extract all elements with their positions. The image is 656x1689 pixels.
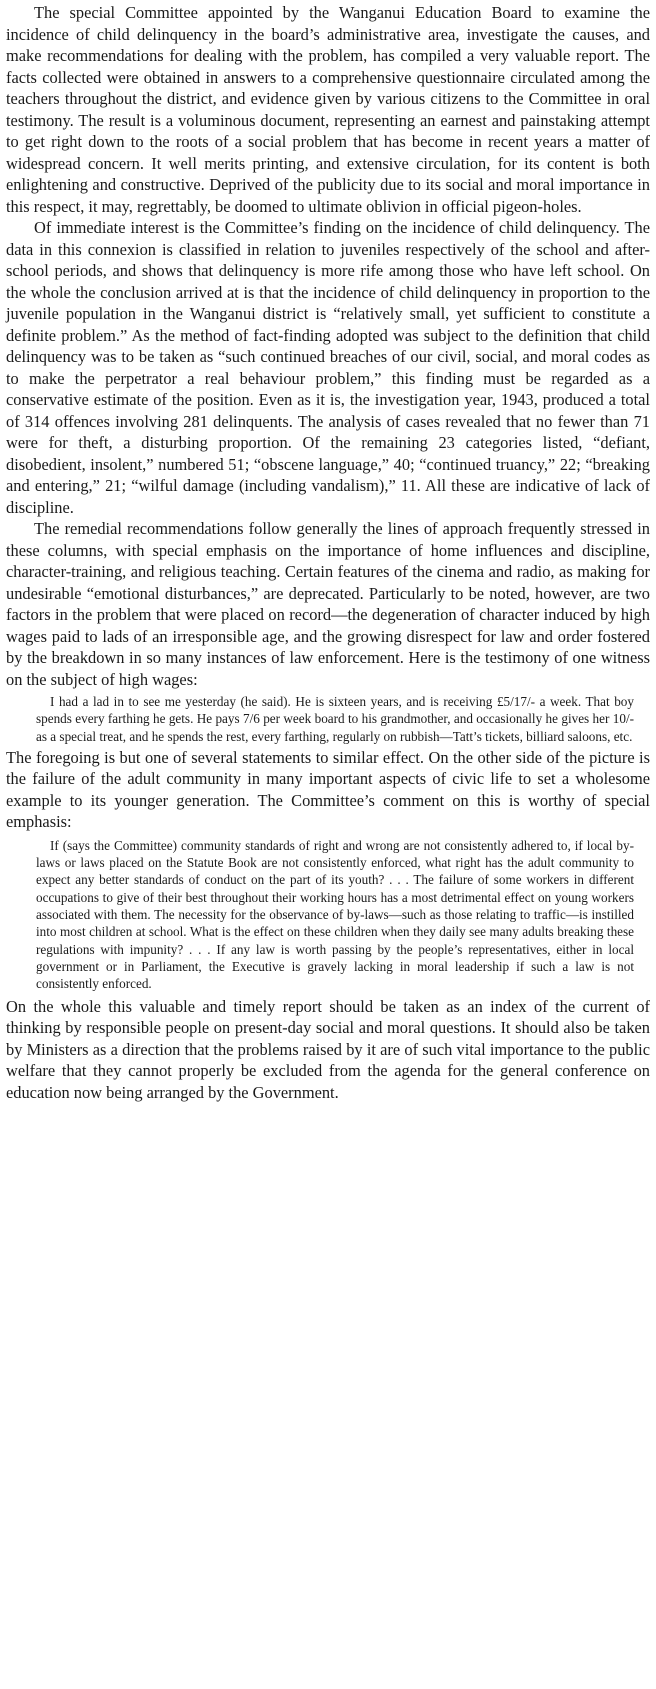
paragraph-conclusion: On the whole this valuable and timely report should be taken as an index of the current of thinking by responsible people on present-day social and moral questions. It should also be taken by Ministers as a direction that the problems raised by it are of such vital importance to the public welfare that they cannot properly be excluded from the agenda for the general conference on education now being arranged by the Government. (6, 996, 650, 1102)
quote-witness-testimony: I had a lad in to see me yesterday (he said). He is sixteen years, and is receiving £5/17/- a week. That boy spends every farthing he gets. He pays 7/6 per week board to his grandmother, and occasionally he gives her 10/- as a special treat, and he spends the rest, every farthing, regularly on rubbish—Tatt’s tickets, billiard saloons, etc. (36, 694, 634, 744)
paragraph-foregoing: The foregoing is but one of several statements to similar effect. On the other side of the picture is the failure of the adult community in many important aspects of civic life to set a wholesome example to its younger generation. The Committee’s comment on this is worthy of special emphasis: (6, 747, 650, 832)
paragraph-recommendations: The remedial recommendations follow generally the lines of approach frequently stressed in these columns, with special emphasis on the importance of home influences and discipline, character-training, and religious teaching. Certain features of the cinema and radio, as making for undesirable “emotional disturbances,” are deprecated. Particularly to be noted, however, are two factors in the problem that were placed on record—the degeneration of character induced by high wages paid to lads of an irresponsible age, and the growing disrespect for law and order fostered by the breakdown in so many instances of law enforcement. Here is the testimony of one witness on the subject of high wages: (6, 519, 650, 689)
paragraph-intro: The special Committee appointed by the Wanganui Education Board to examine the incidence of child delinquency in the board’s administrative area, investigate the causes, and make recommendations for dealing with the problem, has compiled a very valuable report. The facts collected were obtained in answers to a comprehensive questionnaire circulated among the teachers throughout the district, and evidence given by various citizens to the Committee in oral testimony. The result is a voluminous document, representing an earnest and painstaking attempt to get right down to the roots of a social problem that has become in recent years a matter of widespread concern. It well merits printing, and extensive circulation, for its content is both enlightening and constructive. Deprived of the publicity due to its social and moral importance in this respect, it may, regrettably, be doomed to ultimate oblivion in official pigeon-holes. (6, 3, 650, 216)
paragraph-incidence: Of immediate interest is the Committee’s finding on the incidence of child delinquency. The data in this connexion is classified in relation to juveniles respectively of the school and after-school periods, and shows that delinquency is more rife among those who have left school. On the whole the conclusion arrived at is that the incidence of child delinquency in proportion to the juvenile population in the Wanganui district is “relatively small, yet sufficient to constitute a definite problem.” As the method of fact-finding adopted was subject to the definition that child delinquency was to be taken as “such continued breaches of our civil, social, and moral codes as to make the perpetrator a real behaviour problem,” this finding must be regarded as a conservative estimate of the position. Even as it is, the investigation year, 1943, produced a total of 314 offences involving 281 delinquents. The analysis of cases revealed that no fewer than 71 were for theft, a disturbing proportion. Of the remaining 23 categories listed, “defiant, disobedient, insolent,” numbered 51; “obscene language,” 40; “continued truancy,” 22; “breaking and entering,” 21; “wilful damage (including vandalism),” 11. All these are indicative of lack of discipline. (6, 218, 650, 517)
quote-committee-comment: If (says the Committee) community standards of right and wrong are not consistently adhered to, if local by-laws or laws placed on the Statute Book are not consistently enforced, what right has the adult community to expect any better standards of conduct on the part of its youth? . . . The failure of some workers in different occupations to give of their best throughout their working hours has a most detrimental effect on young workers associated with them. The necessity for the observance of by-laws—such as those relating to traffic—is instilled into most children at school. What is the effect on these children when they daily see many adults breaking these regulations with impunity? . . . If any law is worth passing by the people’s representatives, either in local government or in Parliament, the Executive is gravely lacking in moral leadership if such a law is not consistently enforced. (36, 837, 634, 992)
